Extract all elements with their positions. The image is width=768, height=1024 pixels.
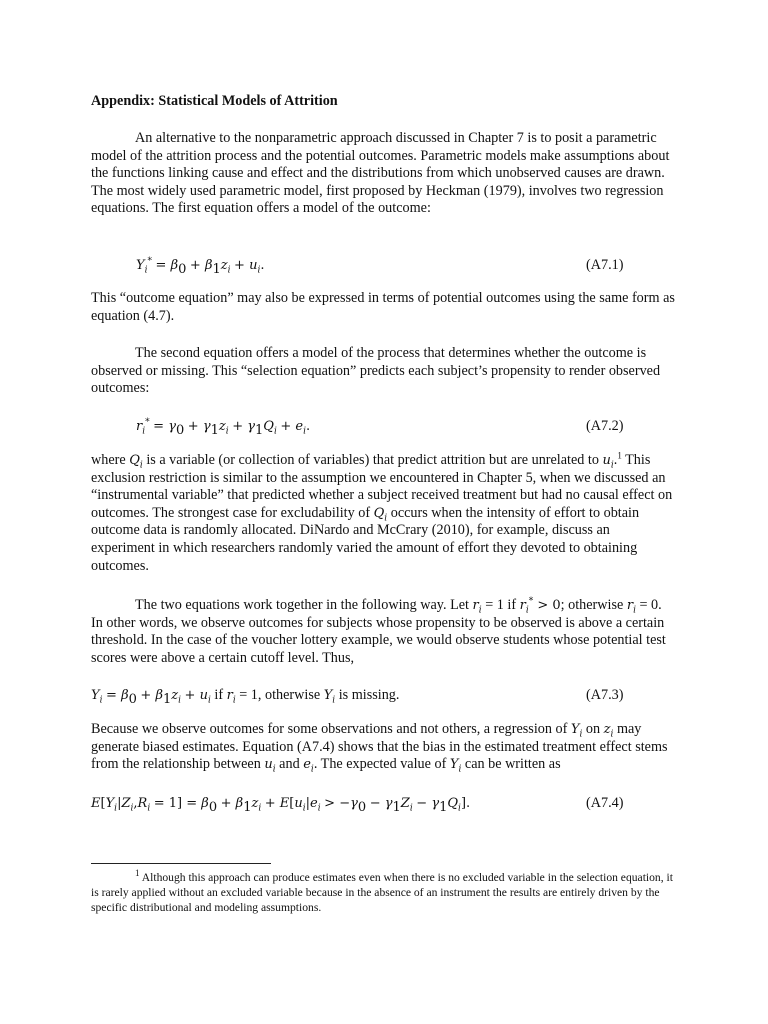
equation-number-a7-2: (A7.2) (586, 418, 624, 434)
paragraph-exclusion-restriction: where $Q_i$ is a variable (or collection of variables) that predict attrition but are unrelated to $u_i.^1$ This exclusion restriction is similar to the assumption we encountered in Chapter 5, when we discussed an “instrumental variable” that predicted whether a subject received treatment but had no causal effect on outcomes. The strongest case for excludability of $Q_i$ occurs when the intensity of effort to obtain outcome data is randomly allocated. DiNardo and McCrary (2010), for example, discuss an experiment in which researchers randomly varied the amount of effort they devoted to obtaining outcomes. (91, 450, 673, 574)
paragraph-intro: An alternative to the nonparametric approach discussed in Chapter 7 is to posit a parametric model of the attrition process and the potential outcomes. Parametric models make assumptions about the functions linking cause and effect and the distributions from which unobserved causes are drawn. The most widely used parametric model, first proposed by Heckman (1979), involves two regression equations. The first equation offers a model of the outcome: (91, 130, 670, 217)
paragraph-two-equations: The two equations work together in the following way. Let $r_i = 1$ if $r_i^* > 0$; otherwise $r_i = 0$. In other words, we observe outcomes for subjects whose propensity to be observed is above a certain threshold. In the case of the voucher lottery example, we would observe students whose potential test scores were above a certain cutoff level. Thus, (91, 596, 666, 666)
paragraph-outcome-equation: This “outcome equation” may also be expressed in terms of potential outcomes using the same form as equation (4.7). (91, 290, 675, 324)
equation-number-a7-3: (A7.3) (586, 687, 624, 703)
footnote-divider (91, 863, 271, 864)
paragraph-selection-equation: The second equation offers a model of the process that determines whether the outcome is observed or missing. This “selection equation” predicts each subject’s propensity to render observed outcomes: (91, 345, 661, 397)
equation-a7-1: $Y_i^* = \beta_0 + \beta_1z_i + u_i$. (136, 256, 265, 277)
equation-a7-2: $r_i^* = \gamma_0 + \gamma_1z_i + \gamma_1Q_i + e_i$. (136, 417, 311, 438)
page-title: Appendix: Statistical Models of Attrition (91, 93, 338, 109)
equation-number-a7-1: (A7.1) (586, 257, 624, 273)
footnote-reference: 1 (617, 450, 622, 461)
footnote-number: 1 (135, 868, 140, 879)
equation-number-a7-4: (A7.4) (586, 795, 624, 811)
equation-a7-3: $Y_i = \beta_0 + \beta_1z_i + u_i$ if $r_i = 1$, otherwise $Y_i$ is missing. (91, 687, 400, 707)
equation-a7-4: $E[Y_i|Z_i,R_i = 1] = \beta_0 + \beta_1z_i + E[u_i|e_i > -\gamma_0 - \gamma_1Z_i - \gamma_1Q_i]$. (91, 796, 471, 815)
paragraph-bias: Because we observe outcomes for some observations and not others, a regression of $Y_i$ on $z_i$ may generate biased estimates. Equation (A7.4) shows that the bias in the estimated treatment effect stems from the relationship between $u_i$ and $e_i$. The expected value of $Y_i$ can be written as (91, 721, 668, 775)
footnote-1: $^1$ Although this approach can produce estimates even when there is no excluded variable in the selection equation, it is rarely applied without an excluded variable because in the absence of an instrument the results are entirely driven by the specific distributional and modeling assumptions. (91, 868, 673, 915)
